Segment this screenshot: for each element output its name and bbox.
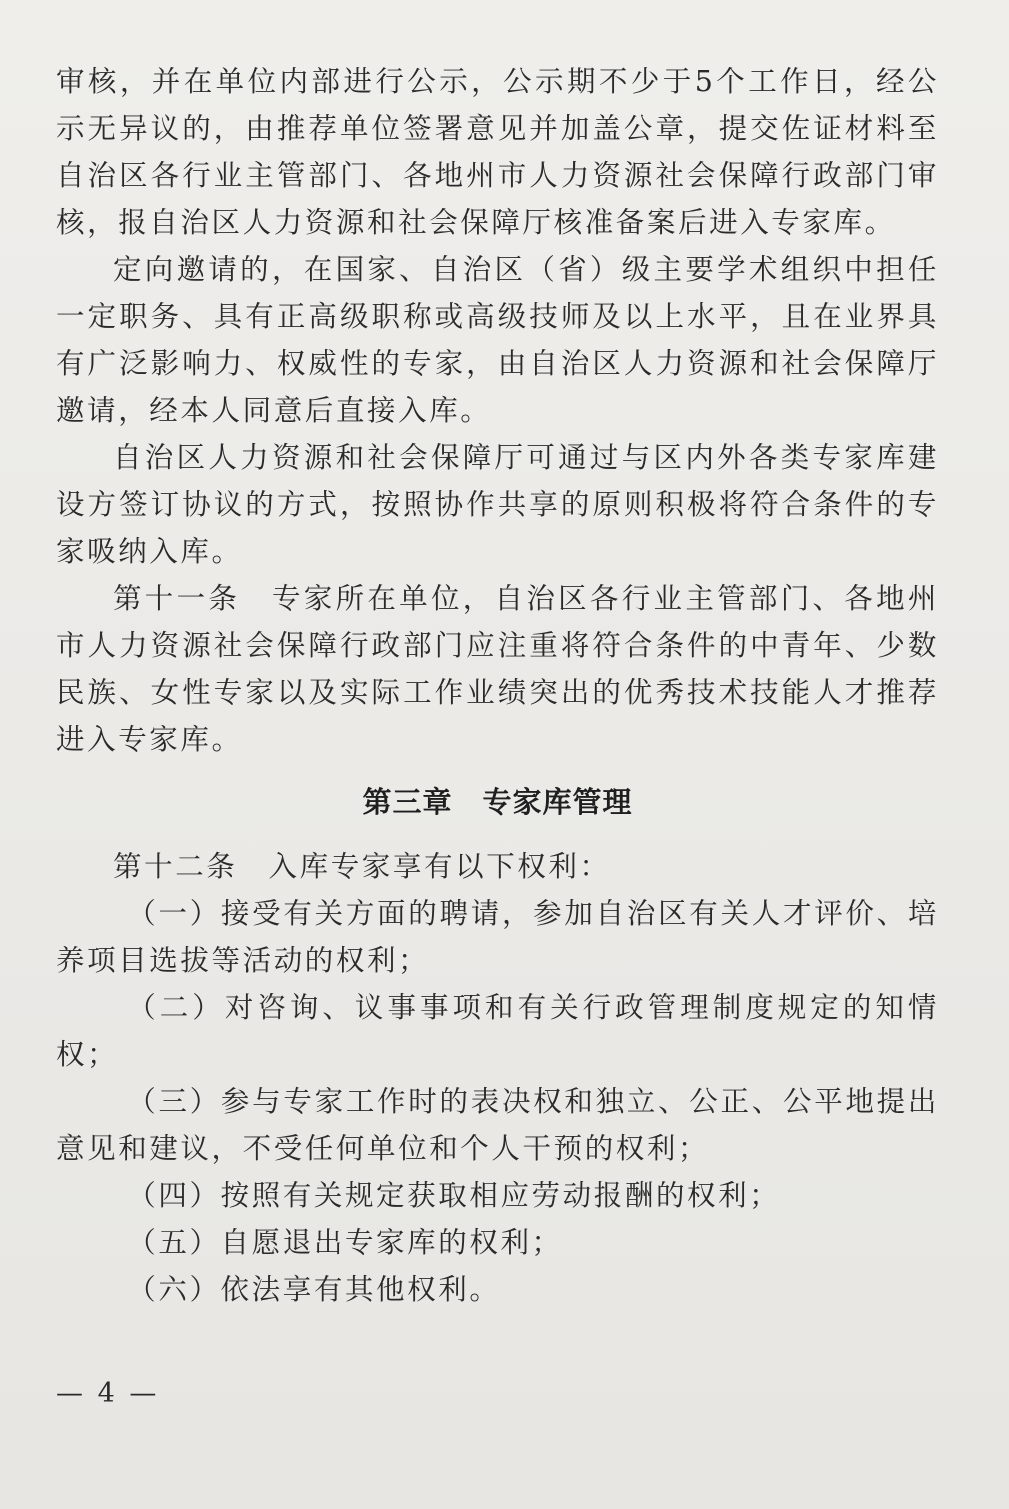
rights-item-5: （五）自愿退出专家库的权利；	[127, 1226, 563, 1259]
rights-item-2: （二）对咨询、议事事项和有关行政管理制度规定的知情权；	[56, 991, 939, 1071]
paragraph-article-11: 第十一条 专家所在单位，自治区各行业主管部门、各地州市人力资源社会保障行政部门应注重将符合条件的中青年、少数民族、女性专家以及实际工作业绩突出的优秀技术技能人才推荐进入专家库。	[56, 582, 939, 756]
paragraph-review-continuation: 审核，并在单位内部进行公示，公示期不少于5个工作日，经公示无异议的，由推荐单位签署意见并加盖公章，提交佐证材料至自治区各行业主管部门、各地州市人力资源社会保障行政部门审核，报自治区人力资源和社会保障厅核准备案后进入专家库。	[56, 65, 939, 239]
rights-item-1: （一）接受有关方面的聘请，参加自治区有关人才评价、培养项目选拔等活动的权利；	[56, 897, 939, 977]
chapter-title: 第三章 专家库管理	[362, 785, 633, 819]
rights-item-3: （三）参与专家工作时的表决权和独立、公正、公平地提出意见和建议，不受任何单位和个人干预的权利；	[56, 1085, 939, 1165]
paragraph-article-12-intro: 第十二条 入库专家享有以下权利：	[113, 850, 611, 883]
rights-item-6: （六）依法享有其他权利。	[127, 1273, 501, 1306]
page-number: — 4 —	[56, 1378, 160, 1409]
rights-item-4: （四）按照有关规定获取相应劳动报酬的权利；	[127, 1179, 781, 1212]
paragraph-directed-invitation: 定向邀请的，在国家、自治区（省）级主要学术组织中担任一定职务、具有正高级职称或高级技师及以上水平，且在业界具有广泛影响力、权威性的专家，由自治区人力资源和社会保障厅邀请，经本人同意后直接入库。	[56, 253, 939, 427]
paragraph-agreement-sharing: 自治区人力资源和社会保障厅可通过与区内外各类专家库建设方签订协议的方式，按照协作共享的原则积极将符合条件的专家吸纳入库。	[56, 441, 939, 568]
